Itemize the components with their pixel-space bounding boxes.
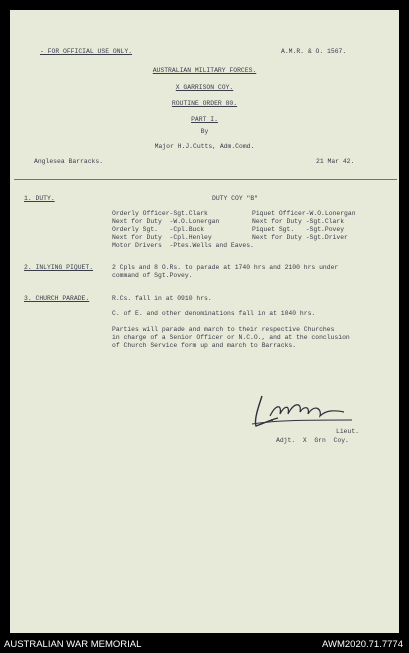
duty-coy-title: DUTY COY "B" [212,195,259,202]
signatory-title: Adjt. X Grn Coy. [276,437,349,444]
duty-left-line: Next for Duty -W.O.Lonergan [112,218,220,225]
duty-right-line: Piquet Sgt. -Sgt.Povey [252,226,345,233]
official-use-label: - FOR OFFICIAL USE ONLY. [40,48,133,55]
unit-title: X GARRISON COY. [175,84,234,91]
duty-left-line: Orderly Officer-Sgt.Clark [112,210,208,217]
part-title: PART I. [191,116,218,123]
form-number: A.M.R. & O. 1567. [281,48,347,55]
duty-heading: 1. DUTY. [24,195,55,202]
force-title: AUSTRALIAN MILITARY FORCES. [152,67,257,74]
duty-right-line: Next for Duty -Sgt.Driver [252,234,348,241]
signatory-rank: Lieut. [336,428,360,435]
duty-right-line: Piquet Officer-W.O.Lonergan [252,210,356,217]
church-para-line: in charge of a Senior Officer or N.C.O., and at the conclusion [112,334,350,341]
church-line: R.Cs. fall in at 0910 hrs. [112,295,212,302]
footer-accession-number: AWM2020.71.7774 [322,639,403,650]
date: 21 Mar 42. [316,158,355,165]
by-label: By [200,128,209,135]
handwritten-signature [248,390,358,432]
footer-bar [0,636,409,653]
footer-archive-name: AUSTRALIAN WAR MEMORIAL [4,639,142,650]
inlying-heading: 2. INLYING PIQUET. [24,264,94,271]
inlying-line: command of Sgt.Povey. [112,272,193,279]
church-line: C. of E. and other denominations fall in at 1040 hrs. [112,310,316,317]
duty-left-line: Orderly Sgt. -Cpl.Buck [112,226,205,233]
commander: Major H.J.Cutts, Adm.Comd. [154,143,255,150]
church-heading: 3. CHURCH PARADE. [24,295,90,302]
document-sheet [10,10,399,633]
duty-left-line: Next for Duty -Cpl.Henley [112,234,212,241]
place: Anglesea Barracks. [34,158,104,165]
header-rule [14,179,397,180]
church-para-line: Parties will parade and march to their respective Churches [112,326,335,333]
duty-left-line: Motor Drivers -Ptes.Wells and Eaves. [112,242,254,249]
inlying-line: 2 Cpls and 8 O.Rs. to parade at 1740 hrs and 2100 hrs under [112,264,339,271]
order-title: ROUTINE ORDER 80. [171,100,238,107]
church-para-line: of Church Service form up and march to Barracks. [112,342,297,349]
duty-right-line: Next for Duty -Sgt.Clark [252,218,345,225]
